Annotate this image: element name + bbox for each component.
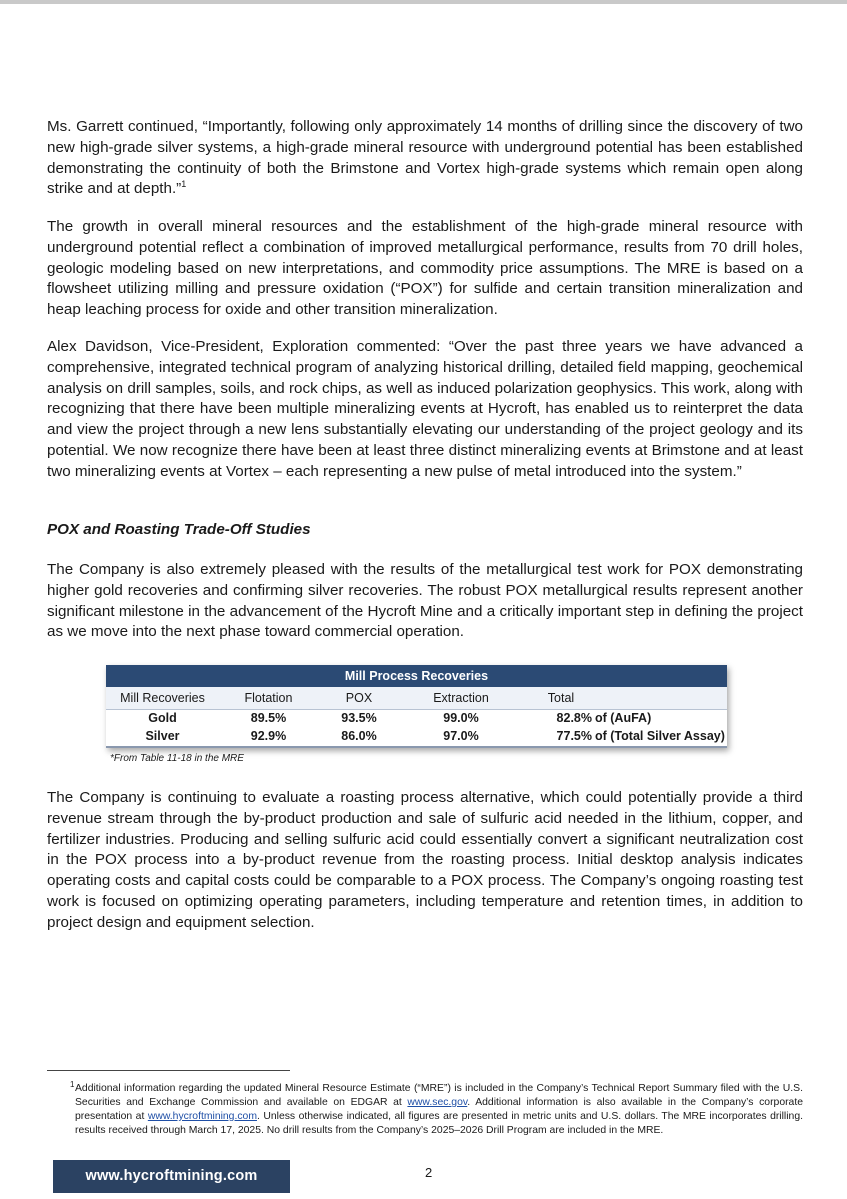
footnote-text: . Additional information is also available in the Company’s corporate presentation at <box>75 1097 803 1122</box>
column-header: Extraction <box>433 691 489 705</box>
mill-process-recoveries-table <box>106 665 727 748</box>
table-row-silver <box>106 728 727 748</box>
paragraph-davidson-quote: Alex Davidson, Vice-President, Exploration commented: “Over the past three years we have advanced a comprehensive, integrated technical program of analyzing historical drilling, detailed field mapping, geochemical analysis on drill samples, soils, and rock chips, as well as induced polarization geophysics. This work, along with recognizing that there have been multiple mineralizing events at Hycroft, has enabled us to reinterpret the data and view the project through a new lens substantially elevating our understanding of the project geology and its potential. We now recognize there have been at least three distinct mineralizing events at Brimstone and at least two mineralizing events at Vortex – each representing a new pulse of metal introduced into the system.” <box>47 338 803 480</box>
paragraph-resource-growth: The growth in overall mineral resources and the establishment of the high-grade mineral resource with underground potential reflect a combination of improved metallurgical performance, results from 70 drill holes, geologic modeling based on new interpretations, and commodity price assumptions. The MRE is based on a flowsheet utilizing milling and pressure oxidation (“POX”) for sulfide and certain transition mineralization and heap leaching process for oxide and other transition mineralization. <box>47 218 803 319</box>
sec-link[interactable]: www.sec.gov <box>407 1097 468 1108</box>
cell-pox: 93.5% <box>341 711 377 725</box>
footnote-text: Additional information regarding the updated Mineral Resource Estimate (“MRE”) is included in the Company’s Technical Report Summary filed with the U.S. Securities and Exchange Commission and available on EDGAR at <box>75 1083 803 1108</box>
cell-total: 77.5% <box>556 729 592 743</box>
table-row-gold <box>106 710 727 728</box>
row-label: Gold <box>148 711 177 725</box>
column-header: Flotation <box>244 691 293 705</box>
footnote-1 <box>70 1080 803 1138</box>
row-label: Silver <box>145 729 180 743</box>
table-title: Mill Process Recoveries <box>106 665 727 687</box>
cell-extraction: 99.0% <box>443 711 479 725</box>
cell-flotation: 92.9% <box>250 729 287 743</box>
cell-note: of (AuFA) <box>595 711 652 725</box>
footer-website-banner[interactable]: www.hycroftmining.com <box>53 1160 290 1193</box>
table-source-note: *From Table 11-18 in the MRE <box>110 753 244 764</box>
paragraph-garrett-quote <box>47 117 803 200</box>
footnote-divider <box>47 1070 290 1071</box>
paragraph-pox-results: The Company is also extremely pleased with the results of the metallurgical test work for POX demonstrating higher gold recoveries and confirming silver recoveries. The robust POX metallurgical results represent another significant milestone in the advancement of the Hycroft Mine and a critically important step in defining the project as we move into the next phase toward commercial operation. <box>47 561 803 641</box>
hycroft-link[interactable]: www.hycroftmining.com <box>147 1111 257 1122</box>
footnote-text: . Unless otherwise indicated, all figures are presented in metric units and U.S. dollars. The MRE incorporates drilling. results received through March 17, 2025. No drill results from the Company’s 2025–2026 Drill Program are included in the MRE. <box>75 1111 803 1136</box>
table-header-row <box>106 687 727 710</box>
column-header: Mill Recoveries <box>120 691 205 705</box>
cell-note: of (Total Silver Assay) <box>595 729 725 743</box>
cell-flotation: 89.5% <box>250 711 287 725</box>
column-header: POX <box>345 691 373 705</box>
paragraph-text: Ms. Garrett continued, “Importantly, following only approximately 14 months of drilling since the discovery of two new high-grade silver systems, a high-grade mineral resource with underground potential has been established demonstrating the continuity of both the Brimstone and Vortex high-grade systems which remain open along strike and at depth.” <box>47 118 803 198</box>
section-heading-pox-roasting: POX and Roasting Trade-Off Studies <box>47 521 311 538</box>
footnote-reference[interactable]: 1 <box>181 179 187 190</box>
column-header: Total <box>547 691 575 705</box>
paragraph-roasting: The Company is continuing to evaluate a roasting process alternative, which could potentially provide a third revenue stream through the by-product production and sale of sulfuric acid needed in the lithium, copper, and fertilizer industries. Producing and selling sulfuric acid could essentially convert a significant neutralization cost in the POX process into a by-product revenue from the roasting process. Initial desktop analysis indicates operating costs and capital costs could be comparable to a POX process. The Company’s ongoing roasting test work is focused on optimizing operating parameters, including temperature and retention times, in addition to project design and equipment selection. <box>47 789 803 931</box>
top-border <box>0 0 847 4</box>
cell-total: 82.8% <box>556 711 592 725</box>
page-number: 2 <box>425 1165 433 1180</box>
cell-extraction: 97.0% <box>443 729 479 743</box>
cell-pox: 86.0% <box>341 729 377 743</box>
footnote-mark: 1 <box>70 1080 75 1089</box>
